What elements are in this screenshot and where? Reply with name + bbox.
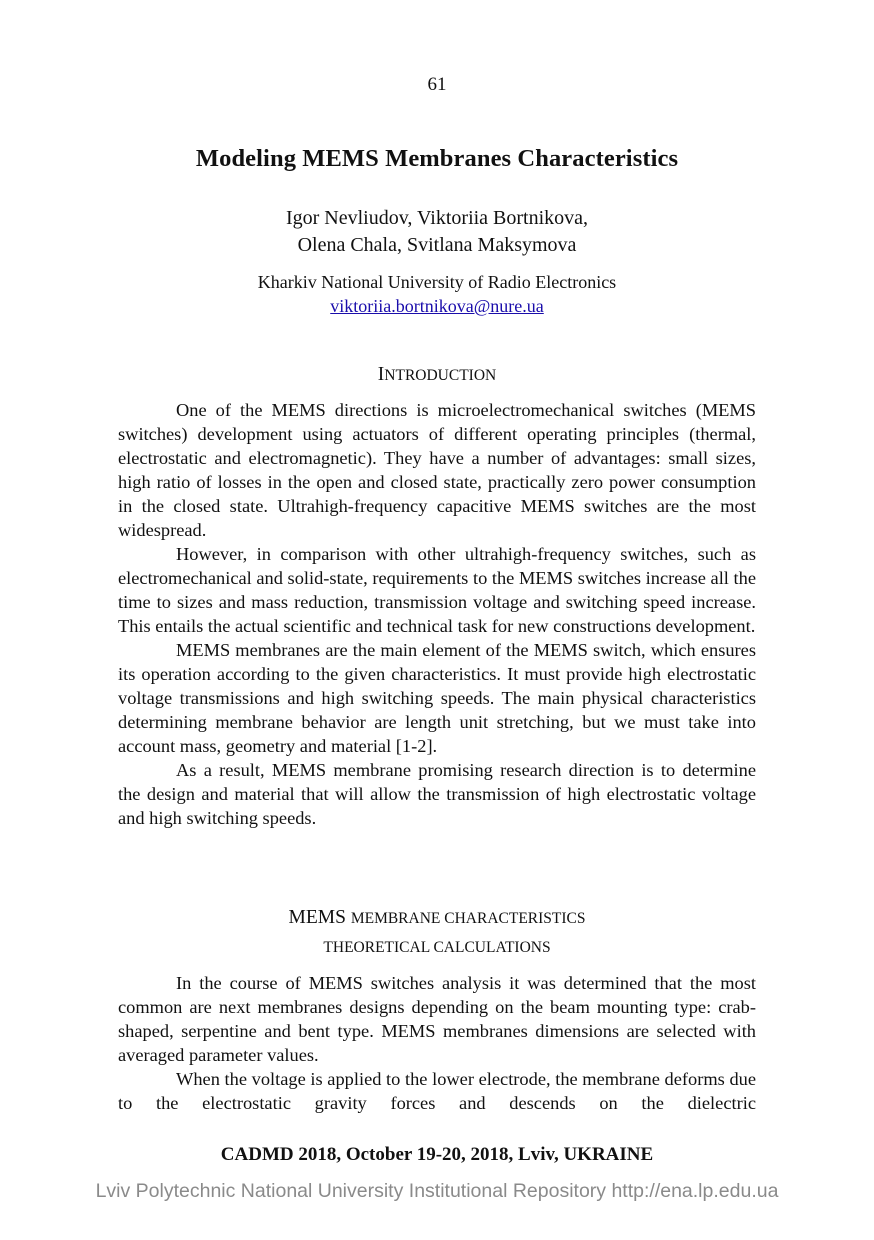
paragraph: When the voltage is applied to the lower electrode, the membrane deforms due to the electrostatic gravity forces and descends on the dielectric xyxy=(118,1069,756,1113)
paragraph: MEMS membranes are the main element of the MEMS switch, which ensures its operation according to the given characteristics. It must provide high electrostatic voltage transmissions and high switching speeds. The main physical characteristics determining membrane behavior are length unit stretching, but we must take into account mass, geometry and material [1-2]. xyxy=(118,640,756,756)
section-heading-membrane-characteristics xyxy=(0,903,874,962)
membrane-characteristics-body xyxy=(118,971,756,1115)
author-list xyxy=(0,205,874,259)
introduction-body xyxy=(118,398,756,830)
heading-line-2: THEORETICAL CALCULATIONS xyxy=(323,939,551,956)
repository-watermark: Lviv Polytechnic National University Institutional Repository http://ena.lp.edu.ua xyxy=(95,1180,779,1202)
heading-rest: MEMBRANE CHARACTERISTICS xyxy=(350,910,586,927)
paragraph: As a result, MEMS membrane promising research direction is to determine the design and material that will allow the transmission of high electrostatic voltage and high switching speeds. xyxy=(118,760,756,828)
paragraph: In the course of MEMS switches analysis it was determined that the most common are next membranes designs depending on the beam mounting type: crab-shaped, serpentine and bent type. MEMS membranes dimensions are selected with averaged parameter values. xyxy=(118,973,756,1065)
paragraph: However, in comparison with other ultrahigh-frequency switches, such as electromechanical and solid-state, requirements to the MEMS switches increase all the time to sizes and mass reduction, transmission voltage and switching speed increase. This entails the actual scientific and technical task for new constructions development. xyxy=(118,544,756,636)
authors-line-2: Olena Chala, Svitlana Maksymova xyxy=(297,234,577,256)
institution-name: Kharkiv National University of Radio Electronics xyxy=(257,272,617,292)
author-email-link[interactable]: viktoriia.bortnikova@nure.ua xyxy=(330,296,544,316)
heading-first-word: MEMS xyxy=(288,907,346,928)
section-heading-introduction xyxy=(0,364,874,386)
page-number: 61 xyxy=(427,74,447,95)
paragraph: One of the MEMS directions is microelectromechanical switches (MEMS switches) development using actuators of different operating principles (thermal, electrostatic and electromagnetic). They have a number of advantages: small sizes, high ratio of losses in the open and closed state, practically zero power consumption in the closed state. Ultrahigh-frequency capacitive MEMS switches are the most widespread. xyxy=(118,400,756,540)
heading-initial: I xyxy=(377,364,385,385)
paper-title: Modeling MEMS Membranes Characteristics xyxy=(195,145,679,172)
heading-line-1 xyxy=(0,903,874,933)
affiliation xyxy=(0,270,874,318)
authors-line-1: Igor Nevliudov, Viktoriia Bortnikova, xyxy=(285,207,589,229)
heading-rest: NTRODUCTION xyxy=(384,367,497,384)
conference-footer: CADMD 2018, October 19-20, 2018, Lviv, UKRAINE xyxy=(220,1144,654,1165)
